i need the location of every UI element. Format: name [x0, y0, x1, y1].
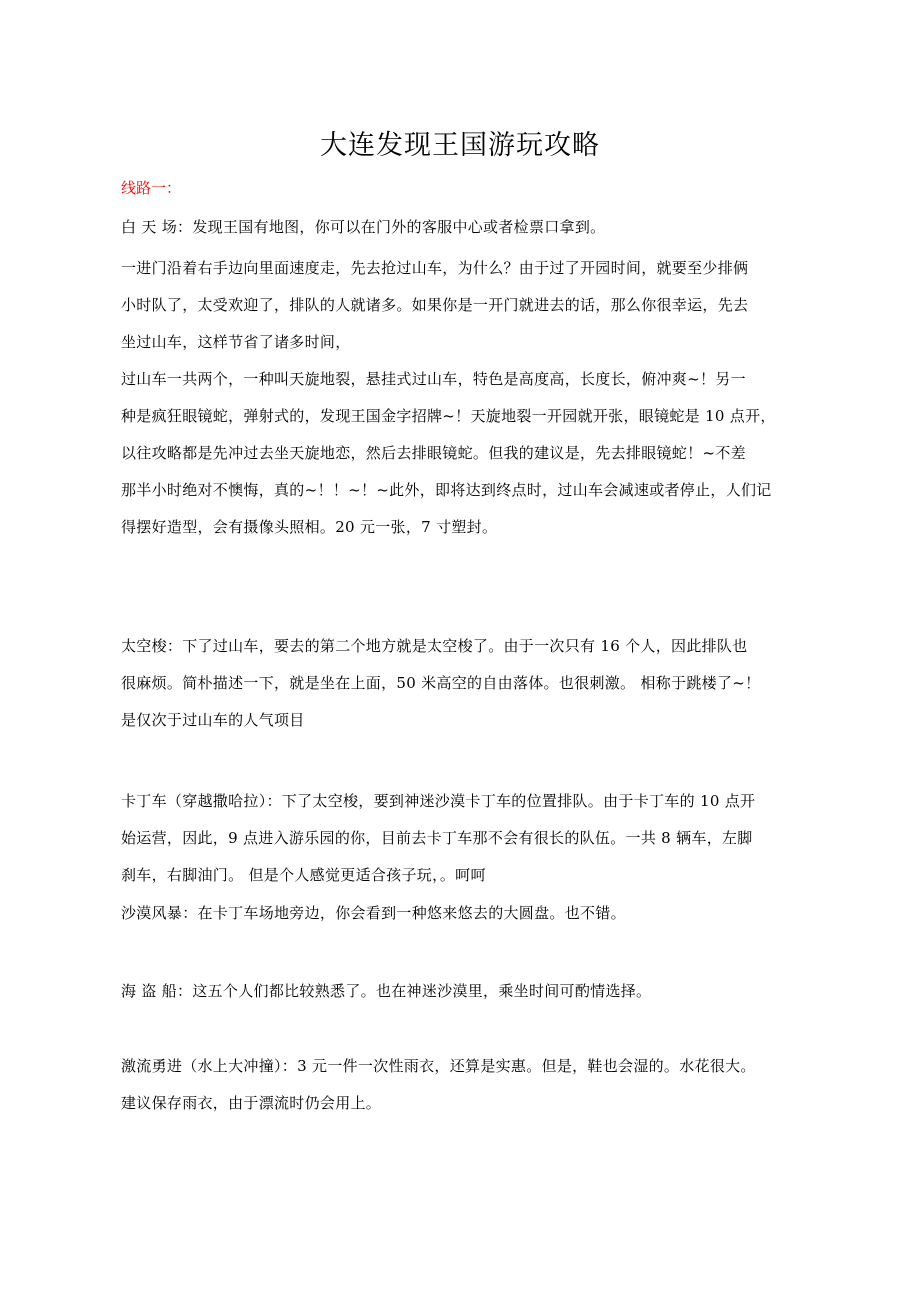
paragraph-line: 过山车一共两个，一种叫天旋地裂，悬挂式过山车，特色是高度高，长度长，俯冲爽~！另一 — [121, 370, 746, 388]
paragraph-desert-storm — [121, 895, 784, 932]
paragraph-line: 沙漠风暴：在卡丁车场地旁边，你会看到一种悠来悠去的大圆盘。也不错。 — [121, 904, 626, 922]
paragraph-line: 是仅次于过山车的人气项目 — [121, 711, 305, 729]
paragraph-entry — [121, 250, 784, 361]
paragraph-line: 太空梭：下了过山车，要去的第二个地方就是太空梭了。由于一次只有 16 个人，因此排队也 — [121, 637, 748, 655]
paragraph-go-kart — [121, 783, 784, 894]
paragraph-line: 卡丁车（穿越撒哈拉）：下了太空梭，要到神迷沙漠卡丁车的位置排队。由于卡丁车的 10 点开 — [121, 792, 756, 810]
paragraph-line: 始运营，因此，9 点进入游乐园的你，目前去卡丁车那不会有很长的队伍。一共 8 辆车，左脚 — [121, 829, 753, 847]
paragraph-line: 建议保存雨衣，由于漂流时仍会用上。 — [121, 1094, 382, 1112]
paragraph-rapids — [121, 1048, 784, 1122]
paragraph-line: 那半小时绝对不懊悔，真的~！！~！~此外，即将达到终点时，过山车会减速或者停止，人们记 — [121, 481, 772, 499]
paragraph-line: 一进门沿着右手边向里面速度走，先去抢过山车，为什么？由于过了开园时间，就要至少排俩 — [121, 259, 749, 277]
paragraph-line: 小时队了，太受欢迎了，排队的人就诸多。如果你是一开门就进去的话，那么你很幸运，先去 — [121, 296, 749, 314]
paragraph-line: 以往攻略都是先冲过去坐天旋地恋，然后去排眼镜蛇。但我的建议是，先去排眼镜蛇！~不差 — [121, 444, 746, 462]
paragraph-line: 激流勇进（水上大冲撞）：3 元一件一次性雨衣，还算是实惠。但是，鞋也会湿的。水花很大。 — [121, 1057, 756, 1075]
document-title: 大连发现王国游玩攻略 — [320, 130, 600, 161]
paragraph-line: 白 天 场：发现王国有地图，你可以在门外的客服中心或者检票口拿到。 — [121, 218, 606, 236]
paragraph-line: 刹车，右脚油门。 但是个人感觉更适合孩子玩，。呵呵 — [121, 866, 486, 884]
paragraph-pirate-ship — [121, 973, 784, 1010]
paragraph-line: 海 盗 船：这五个人们都比较熟悉了。也在神迷沙漠里，乘坐时间可酌情选择。 — [121, 982, 652, 1000]
paragraph-line: 种是疯狂眼镜蛇，弹射式的，发现王国金字招牌~！天旋地裂一开园就开张，眼镜蛇是 10 点开， — [121, 407, 776, 425]
paragraph-line: 坐过山车，这样节省了诸多时间， — [121, 333, 351, 351]
route-label: 线路一： — [121, 179, 182, 197]
paragraph-space-shuttle — [121, 628, 784, 739]
paragraph-roller-coaster — [121, 361, 784, 546]
paragraph-map — [121, 209, 784, 246]
paragraph-line: 很麻烦。简朴描述一下，就是坐在上面，50 米高空的自由落体。也很刺激。 相称于跳楼了~！ — [121, 674, 761, 692]
paragraph-line: 得摆好造型，会有摄像头照相。20 元一张，7 寸塑封。 — [121, 518, 498, 536]
